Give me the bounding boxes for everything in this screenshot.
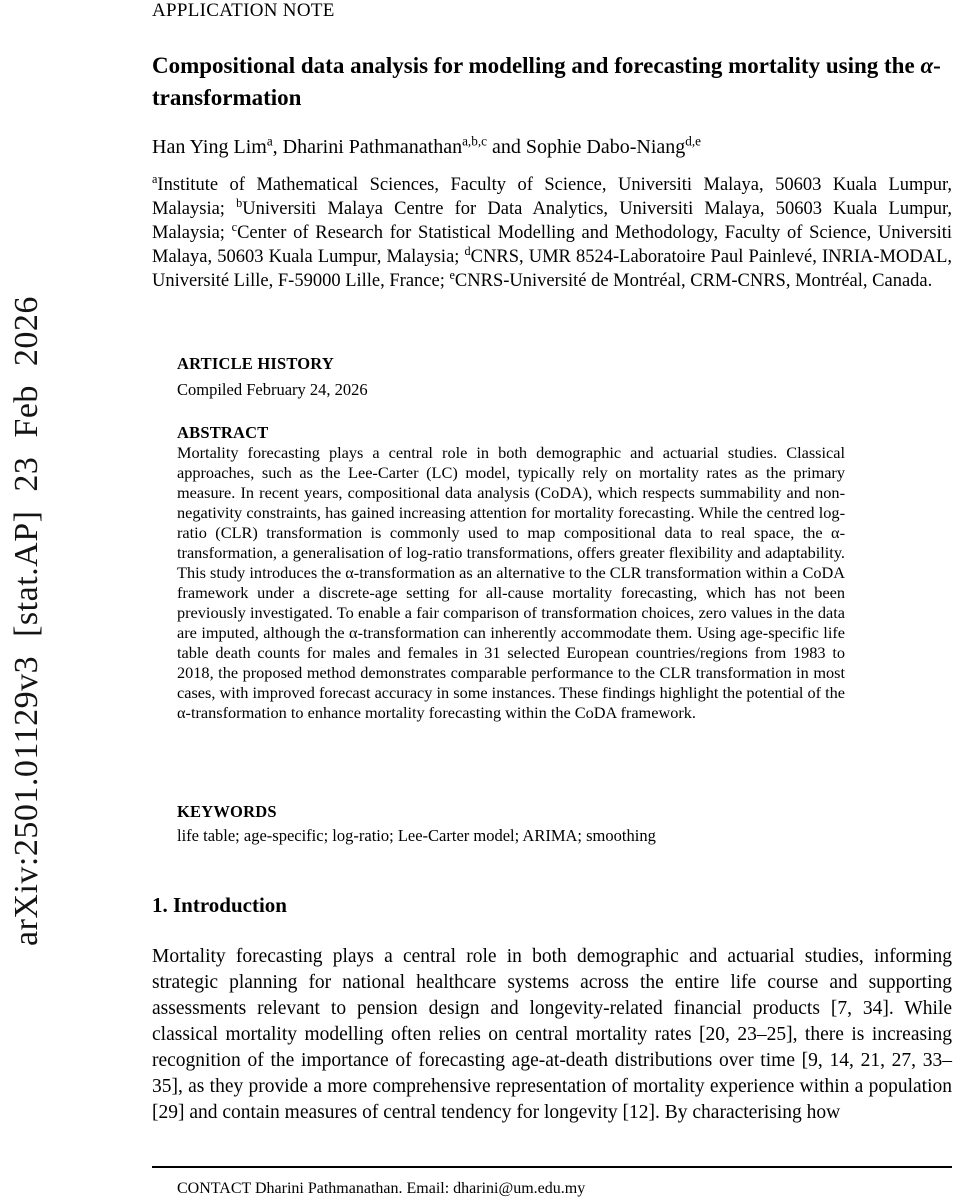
affil-sup: d — [464, 243, 471, 258]
affil-sup: a — [152, 171, 158, 186]
paper-title-text-2: -transformation — [152, 53, 941, 110]
author-name: , Dharini Pathmanathan — [272, 136, 463, 158]
paper-title-text: Compositional data analysis for modelling and forecasting mortality using the — [152, 53, 921, 78]
affil-text: CNRS, UMR 8524-Laboratoire Paul Painlevé, INRIA-MODAL, Université Lille, F-59000 Lille, France; — [152, 247, 952, 291]
paper-title-alpha: α — [920, 53, 934, 78]
arxiv-watermark: arXiv:2501.01129v3 [stat.AP] 23 Feb 2026 — [8, 296, 45, 946]
author-affil-sup: a,b,c — [462, 133, 487, 149]
keywords-text: life table; age-specific; log-ratio; Lee-Carter model; ARIMA; smoothing — [177, 826, 656, 845]
authors-line — [152, 133, 952, 159]
affil-text: CNRS-Université de Montréal, CRM-CNRS, Montréal, Canada. — [454, 271, 933, 291]
paper-title — [152, 50, 960, 114]
application-note-label: APPLICATION NOTE — [152, 0, 335, 21]
author-affil-sup: a — [266, 133, 273, 149]
affiliations — [152, 173, 952, 293]
article-history-heading: ARTICLE HISTORY — [177, 354, 334, 373]
abstract-heading: ABSTRACT — [177, 423, 269, 442]
affil-sup: c — [231, 219, 238, 234]
section-heading-introduction: 1. Introduction — [152, 893, 287, 917]
compiled-date: Compiled February 24, 2026 — [177, 380, 368, 399]
affil-sup: e — [449, 267, 455, 282]
affil-text: Center of Research for Statistical Modelling and Methodology, Faculty of Science, Universiti Malaya, 50603 Kuala Lumpur, Malaysia; — [152, 223, 952, 267]
abstract-text: Mortality forecasting plays a central role in both demographic and actuarial studies. Classical approaches, such as the Lee-Carter (LC) model, typically rely on mortality rates as the primary measure. In recent years, compositional data analysis (CoDA), which respects summability and non-negativity constraints, has gained increasing attention for mortality forecasting. While the centred log-ratio (CLR) transformation is commonly used to map compositional data to real space, the α-transformation, a generalisation of log-ratio transformations, offers greater flexibility and adaptability. This study introduces the α-transformation as an alternative to the CLR transformation within a CoDA framework under a discrete-age setting for all-cause mortality forecasting, which has not been previously investigated. To enable a fair comparison of transformation choices, zero values in the data are imputed, although the α-transformation can inherently accommodate them. Using age-specific life table death counts for males and females in 31 selected European countries/regions from 1983 to 2018, the proposed method demonstrates comparable performance to the CLR transformation in most cases, with improved forecast accuracy in some instances. These findings highlight the potential of the α-transformation to enhance mortality forecasting within the CoDA framework. — [177, 443, 845, 722]
affil-text: Universiti Malaya Centre for Data Analytics, Universiti Malaya, 50603 Kuala Lumpur, Malaysia; — [152, 199, 952, 243]
author-name: and Sophie Dabo-Niang — [486, 136, 686, 158]
keywords-heading: KEYWORDS — [177, 802, 277, 821]
footer-divider — [152, 1166, 952, 1168]
author-name: Han Ying Lim — [152, 136, 267, 158]
introduction-paragraph: Mortality forecasting plays a central role in both demographic and actuarial studies, informing strategic planning for national healthcare systems across the entire life course and supporting assessments relevant to pension design and longevity-related financial products [7, 34]. While classical mortality modelling often relies on central mortality rates [20, 23–25], there is increasing recognition of the importance of forecasting age-at-death distributions over time [9, 14, 21, 27, 33–35], as they provide a more comprehensive representation of mortality experience within a population [29] and contain measures of central tendency for longevity [12]. By characterising how — [152, 946, 952, 1123]
affil-text: Institute of Mathematical Sciences, Faculty of Science, Universiti Malaya, 50603 Kuala Lumpur, Malaysia; — [152, 175, 952, 219]
affil-sup: b — [236, 195, 243, 210]
author-affil-sup: d,e — [685, 133, 702, 149]
contact-line: CONTACT Dharini Pathmanathan. Email: dharini@um.edu.my — [177, 1180, 586, 1197]
